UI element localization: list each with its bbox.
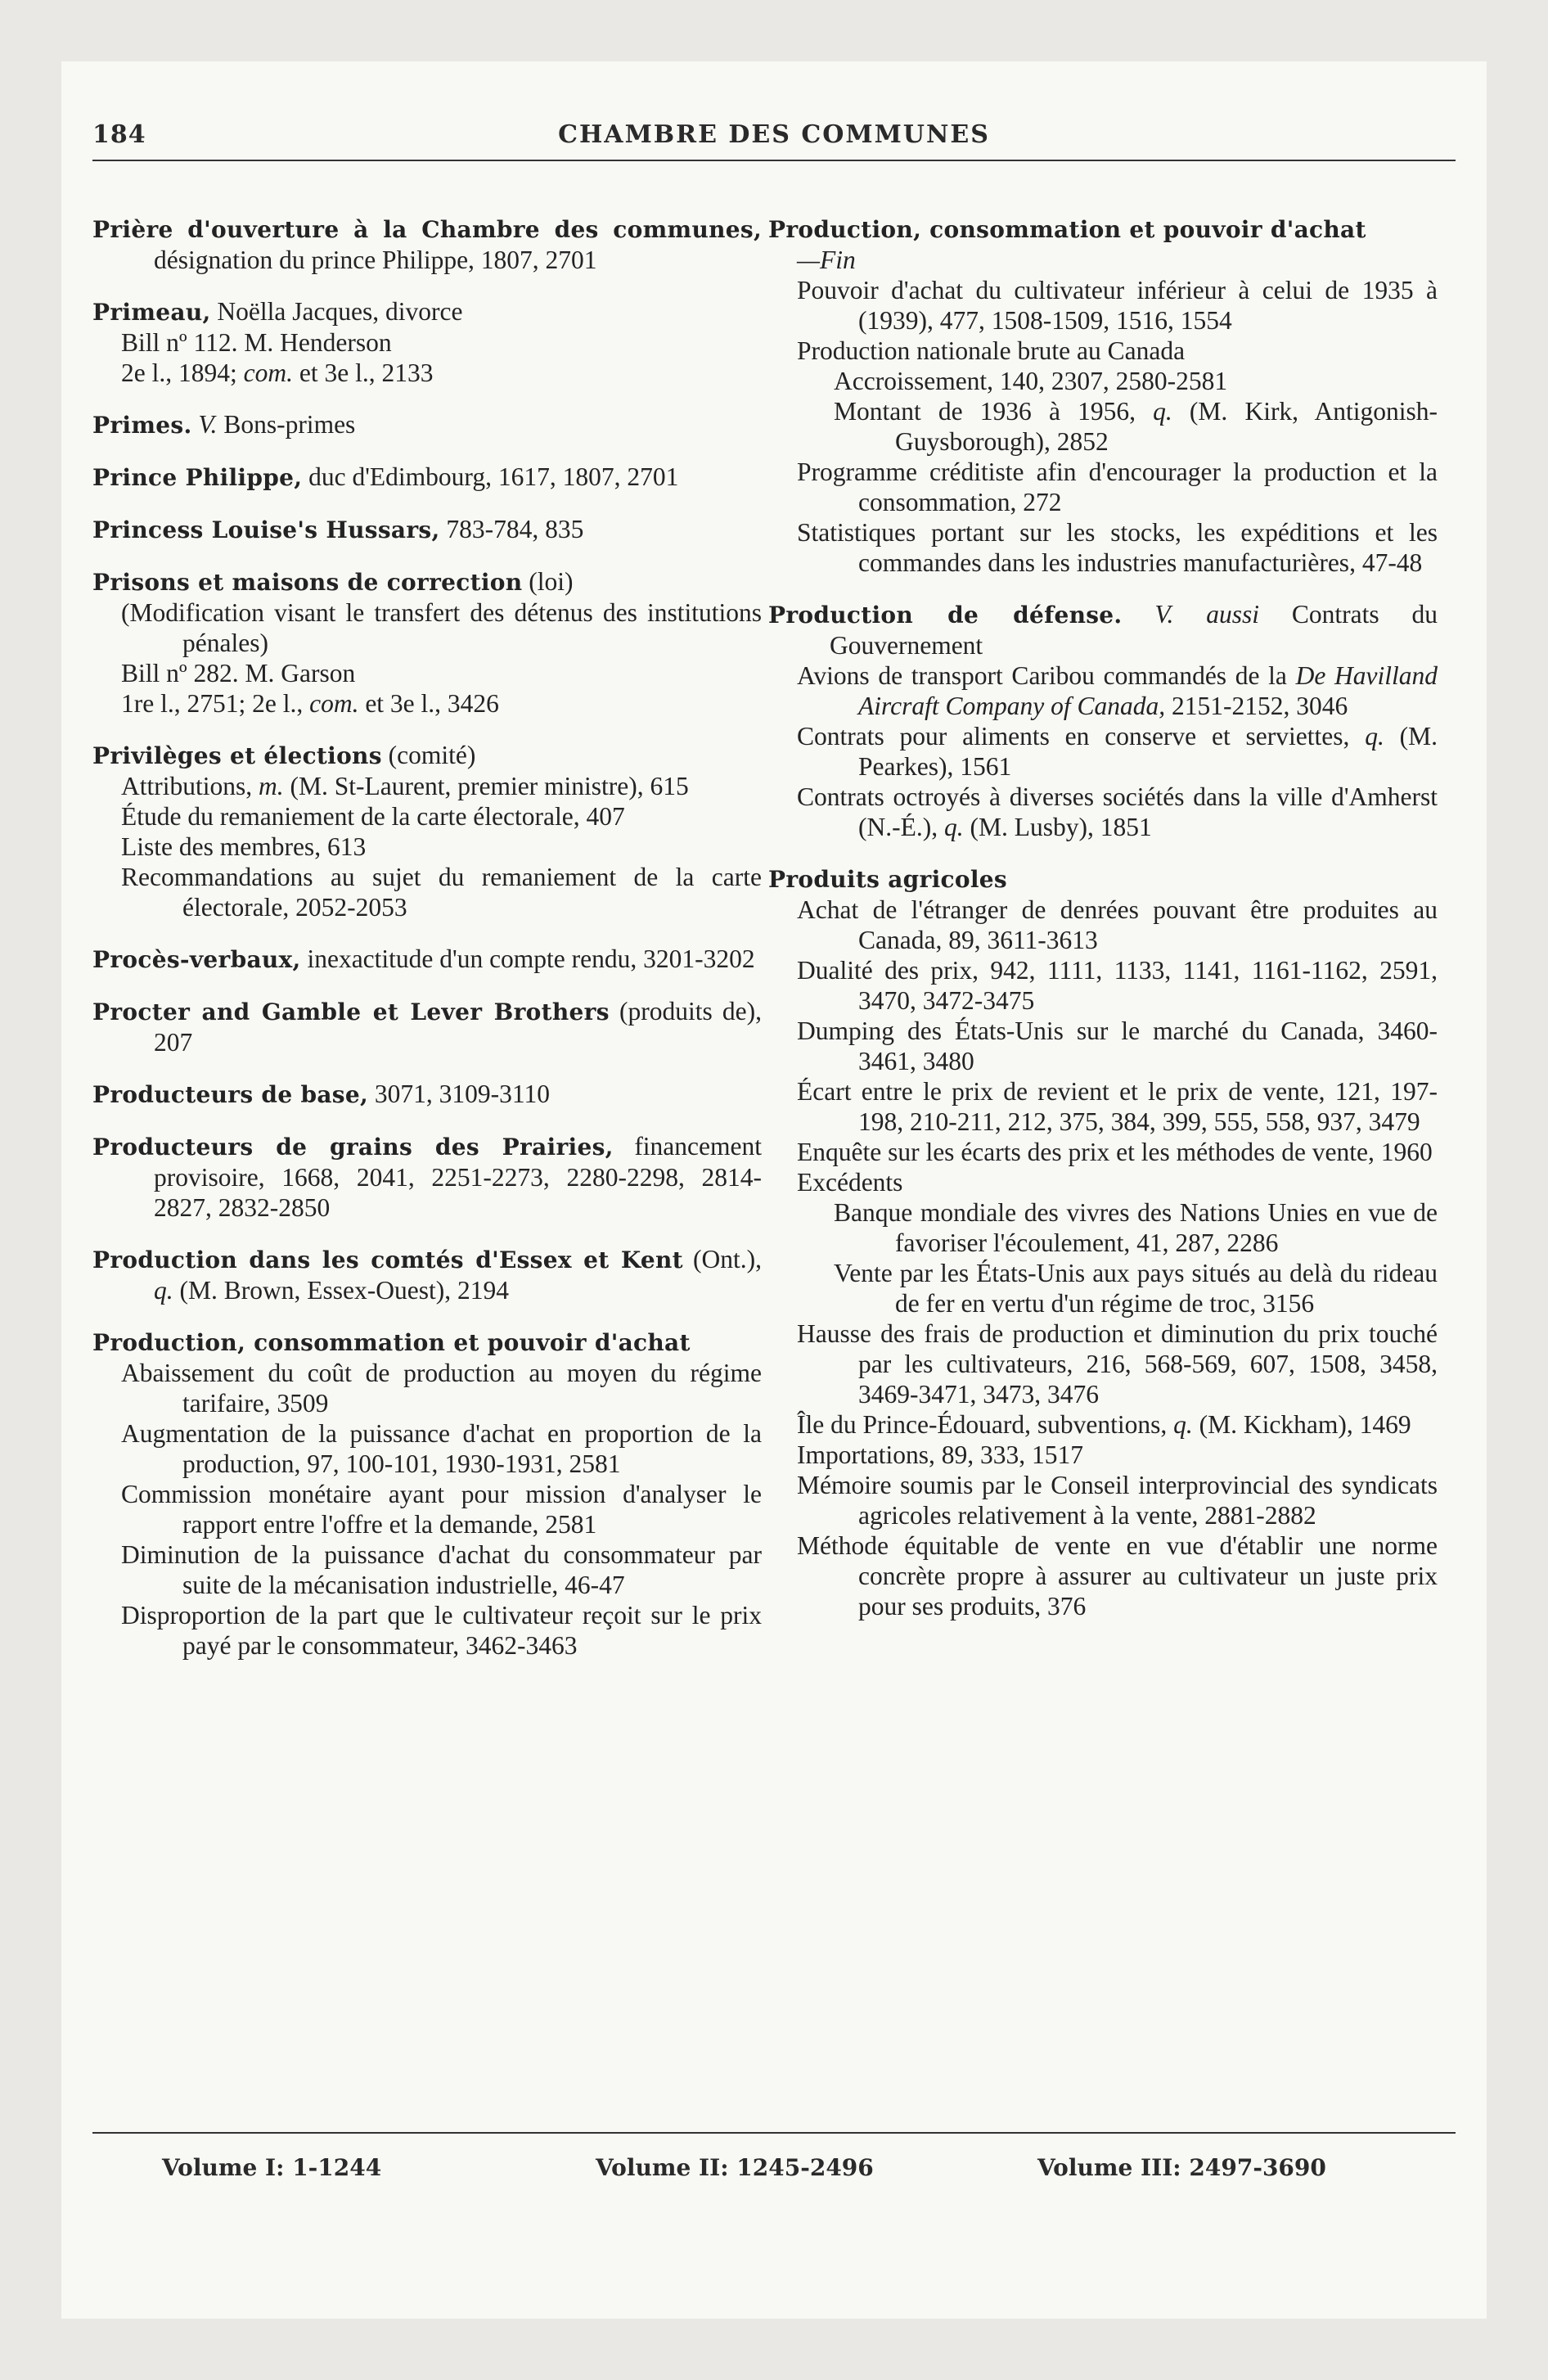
entry-heading-line — [92, 996, 762, 1057]
sub-entry — [92, 1600, 762, 1661]
sub-entry — [92, 1358, 762, 1418]
entry-headword: Production dans les comtés d'Essex et Kent — [92, 1246, 683, 1273]
sub-entry-text: Méthode équitable de vente en vue d'établir une norme concrète propre à assurer au cultivateur un juste prix pour ses produits, 376 — [797, 1531, 1438, 1620]
entry-text: duc d'Edimbourg, 1617, 1807, 2701 — [302, 462, 679, 491]
header-rule — [92, 160, 1456, 161]
sub-entry-italic: De Havilland Aircraft Company of Canada, — [858, 661, 1438, 720]
entry-heading-line — [768, 599, 1438, 660]
sub-entry-italic: q. — [943, 813, 964, 841]
sub-entry — [768, 895, 1438, 955]
sub-entry-text: —Fin — [797, 246, 856, 274]
sub-entry-text: Contrats octroyés à diverses sociétés dans la ville d'Amherst (N.-É.), — [797, 782, 1438, 841]
sub-entry-text: Statistiques portant sur les stocks, les expéditions et les commandes dans les industries manufacturières, 47-48 — [797, 518, 1438, 577]
index-entry — [92, 1244, 762, 1305]
sub-entry — [768, 1440, 1438, 1470]
sub-entry-text: Recommandations au sujet du remaniement de la carte électorale, 2052-2053 — [121, 863, 762, 922]
volume-3-range: Volume III: 2497-3690 — [1037, 2154, 1326, 2181]
sub-entry-text: Vente par les États-Unis aux pays situés au delà du rideau de fer en vertu d'un régime de troc, 3156 — [834, 1259, 1438, 1318]
index-entry — [92, 1327, 762, 1661]
sub-entry-text: Enquête sur les écarts des prix et les méthodes de vente, 1960 — [797, 1138, 1433, 1166]
left-column — [92, 214, 762, 1682]
sub-entry — [92, 688, 762, 719]
sub-entry-text: Étude du remaniement de la carte électorale, 407 — [121, 802, 625, 831]
sub-entry-text: 1re l., 2751; 2e l., — [121, 689, 310, 718]
sub-entry-text: Importations, 89, 333, 1517 — [797, 1440, 1083, 1469]
sub-entry — [92, 597, 762, 658]
entry-headword: Prière d'ouverture à la Chambre des communes, — [92, 216, 762, 243]
entry-heading-line — [92, 462, 762, 493]
sub-entry-text: Augmentation de la puissance d'achat en proportion de la production, 97, 100-101, 1930-1931, 2581 — [121, 1419, 762, 1478]
sub-entry — [92, 832, 762, 862]
sub-entry-text: Excédents — [797, 1168, 903, 1197]
entry-see-ref: V. — [191, 410, 218, 439]
index-entry — [768, 214, 1438, 578]
entry-heading-line — [92, 1079, 762, 1110]
entry-headword: Production, consommation et pouvoir d'achat — [92, 1329, 691, 1356]
sub-entry — [768, 1076, 1438, 1137]
page-header — [92, 120, 1456, 153]
volume-1-range: Volume I: 1-1244 — [162, 2154, 382, 2181]
sub-entry-text: Dualité des prix, 942, 1111, 1133, 1141, 1161-1162, 2591, 3470, 3472-3475 — [797, 956, 1438, 1015]
sub-entry-italic: q. — [1173, 1410, 1193, 1439]
sub-entry — [92, 862, 762, 922]
entry-abbrev: q. — [154, 1276, 173, 1305]
sub-entry — [768, 955, 1438, 1016]
sub-entry — [92, 1539, 762, 1600]
entry-heading-line — [92, 566, 762, 597]
index-entry — [92, 1079, 762, 1110]
index-page — [61, 61, 1487, 2319]
entry-heading-line — [92, 296, 762, 327]
right-column — [768, 214, 1438, 1643]
entry-headword: Procès-verbaux, — [92, 946, 301, 973]
entry-heading-line — [92, 1327, 762, 1358]
entry-heading-line — [92, 214, 762, 275]
sub-entry — [768, 517, 1438, 578]
sub-entry-text: Mémoire soumis par le Conseil interprovincial des syndicats agricoles relativement à la vente, 2881-2882 — [797, 1471, 1438, 1530]
page-footer — [92, 2154, 1456, 2187]
sub-entry-italic: m. — [259, 772, 284, 800]
index-entry — [92, 409, 762, 440]
sub-entry-text: (Modification visant le transfert des détenus des institutions pénales) — [121, 598, 762, 657]
sub-entry-text: (M. Kirk, Antigonish-Guysborough), 2852 — [895, 397, 1438, 456]
entry-heading-line — [92, 740, 762, 771]
index-entry — [92, 296, 762, 388]
entry-heading-line — [92, 1244, 762, 1305]
sub-entry-text: et 3e l., 2133 — [292, 358, 434, 387]
sub-entry — [768, 1530, 1438, 1621]
entry-text: financement provisoire, 1668, 2041, 2251-2273, 2280-2298, 2814-2827, 2832-2850 — [154, 1132, 762, 1222]
sub-entry — [768, 275, 1438, 336]
entry-heading-line — [92, 514, 762, 545]
entry-heading-line — [92, 944, 762, 975]
sub-entry-text: Commission monétaire ayant pour mission d'analyser le rapport entre l'offre et la demande, 2581 — [121, 1480, 762, 1539]
index-entry — [92, 566, 762, 719]
entry-headword: Production, consommation et pouvoir d'achat — [768, 216, 1366, 243]
sub-entry — [92, 358, 762, 388]
sub-entry-text: Écart entre le prix de revient et le prix de vente, 121, 197-198, 210-211, 212, 375, 384, 399, 555, 558, 937, 3479 — [797, 1077, 1438, 1136]
sub-entry — [768, 1016, 1438, 1076]
sub-entry-italic: q. — [1365, 722, 1384, 751]
entry-text: Noëlla Jacques, divorce — [210, 297, 463, 326]
sub-entry-text: Hausse des frais de production et diminution du prix touché par les cultivateurs, 216, 568-569, 607, 1508, 3458, 3469-3471, 3473, 3476 — [797, 1319, 1438, 1409]
sub-entry-text: (M. Kickham), 1469 — [1192, 1410, 1411, 1439]
sub-entry — [768, 1470, 1438, 1530]
entry-headword: Procter and Gamble et Lever Brothers — [92, 998, 610, 1025]
entry-text: (loi) — [522, 567, 574, 596]
sub-entry — [92, 1479, 762, 1539]
entry-headword: Producteurs de grains des Prairies, — [92, 1134, 614, 1161]
entry-text: Bons-primes — [217, 410, 356, 439]
entry-heading-line — [768, 863, 1438, 895]
index-entry — [92, 740, 762, 922]
sub-entry-text: Montant de 1936 à 1956, — [834, 397, 1154, 426]
entry-headword: Primeau, — [92, 299, 211, 326]
page-number: 184 — [92, 120, 146, 149]
sub-entry-text: Pouvoir d'achat du cultivateur inférieur à celui de 1935 à (1939), 477, 1508-1509, 1516, 1554 — [797, 276, 1438, 335]
sub-entry-text: Dumping des États-Unis sur le marché du Canada, 3460-3461, 3480 — [797, 1016, 1438, 1075]
sub-entry — [92, 327, 762, 358]
sub-entry — [768, 660, 1438, 721]
sub-entry-text: Liste des membres, 613 — [121, 832, 367, 861]
entry-heading-line — [768, 214, 1438, 245]
sub-entry — [92, 1418, 762, 1479]
index-entry — [92, 462, 762, 493]
sub-entry-text: Diminution de la puissance d'achat du consommateur par suite de la mécanisation industrielle, 46-47 — [121, 1540, 762, 1599]
sub-entry-text: Contrats pour aliments en conserve et serviettes, — [797, 722, 1366, 751]
index-entry — [92, 944, 762, 975]
sub-entry-text: Bill nº 112. M. Henderson — [121, 328, 392, 357]
sub-entry-text: 2151-2152, 3046 — [1165, 692, 1348, 720]
sub-entry — [768, 366, 1438, 396]
entry-headword: Producteurs de base, — [92, 1081, 369, 1108]
entry-text: désignation du prince Philippe, 1807, 2701 — [154, 246, 597, 274]
entry-headword: Prince Philippe, — [92, 464, 303, 491]
sub-entry — [92, 801, 762, 832]
sub-entry — [768, 457, 1438, 517]
entry-text: 783-784, 835 — [439, 515, 584, 543]
index-entry — [768, 863, 1438, 1621]
entry-text: inexactitude d'un compte rendu, 3201-3202 — [300, 944, 755, 973]
sub-entry — [92, 771, 762, 801]
sub-entry-text: Bill nº 282. M. Garson — [121, 659, 356, 687]
sub-entry-text: Abaissement du coût de production au moyen du régime tarifaire, 3509 — [121, 1359, 762, 1418]
sub-entry-text: (M. Pearkes), 1561 — [858, 722, 1438, 781]
sub-entry-italic: com. — [309, 689, 359, 718]
sub-entry-text: Avions de transport Caribou commandés de la — [797, 661, 1296, 690]
sub-entry-text: Banque mondiale des vivres des Nations Unies en vue de favoriser l'écoulement, 41, 287, 2286 — [834, 1198, 1438, 1257]
sub-entry-text: 2e l., 1894; — [121, 358, 244, 387]
sub-entry — [768, 396, 1438, 457]
sub-entry — [768, 1167, 1438, 1197]
entry-text: (M. Brown, Essex-Ouest), 2194 — [173, 1276, 509, 1305]
entry-headword: Primes. — [92, 412, 192, 439]
sub-entry-italic: com. — [243, 358, 293, 387]
index-entry — [92, 514, 762, 545]
entry-text: 3071, 3109-3110 — [368, 1080, 550, 1108]
sub-entry-text: Accroissement, 140, 2307, 2580-2581 — [834, 367, 1228, 395]
entry-see-ref: V. aussi — [1122, 600, 1260, 629]
footer-rule — [92, 2132, 1456, 2134]
sub-entry-text: Achat de l'étranger de denrées pouvant être produites au Canada, 89, 3611-3613 — [797, 895, 1438, 954]
sub-entry — [768, 1318, 1438, 1409]
sub-entry — [92, 658, 762, 688]
sub-entry — [768, 1258, 1438, 1318]
entry-heading-line — [92, 409, 762, 440]
sub-entry-text: Attributions, — [121, 772, 259, 800]
sub-entry-text: (M. Lusby), 1851 — [963, 813, 1152, 841]
index-entry — [92, 996, 762, 1057]
sub-entry-text: Île du Prince-Édouard, subventions, — [797, 1410, 1174, 1439]
sub-entry-italic: q. — [1153, 397, 1172, 426]
sub-entry — [768, 721, 1438, 782]
index-entry — [92, 1131, 762, 1223]
sub-entry-text: Production nationale brute au Canada — [797, 336, 1186, 365]
sub-entry — [768, 336, 1438, 366]
entry-text: (produits de), 207 — [154, 997, 762, 1057]
volume-2-range: Volume II: 1245-2496 — [596, 2154, 874, 2181]
sub-entry — [768, 1137, 1438, 1167]
sub-entry — [768, 245, 1438, 275]
index-entry — [92, 214, 762, 275]
sub-entry — [768, 1409, 1438, 1440]
entry-headword: Production de défense. — [768, 602, 1123, 629]
entry-text: (Ont.), — [682, 1245, 762, 1273]
sub-entry-text: Programme créditiste afin d'encourager la production et la consommation, 272 — [797, 458, 1438, 516]
entry-headword: Prisons et maisons de correction — [92, 569, 523, 596]
sub-entry-text: et 3e l., 3426 — [358, 689, 499, 718]
entry-headword: Princess Louise's Hussars, — [92, 516, 440, 543]
page-title: CHAMBRE DES COMMUNES — [558, 120, 990, 149]
entry-headword: Produits agricoles — [768, 866, 1007, 893]
entry-text: Contrats du Gouvernement — [830, 600, 1438, 660]
entry-headword: Privilèges et élections — [92, 742, 382, 769]
sub-entry-text: Disproportion de la part que le cultivateur reçoit sur le prix payé par le consommateur, 3462-3463 — [121, 1601, 762, 1660]
index-entry — [768, 599, 1438, 842]
entry-heading-line — [92, 1131, 762, 1223]
entry-text: (comité) — [381, 741, 476, 769]
sub-entry — [768, 1197, 1438, 1258]
sub-entry — [768, 782, 1438, 842]
sub-entry-text: (M. St-Laurent, premier ministre), 615 — [283, 772, 689, 800]
